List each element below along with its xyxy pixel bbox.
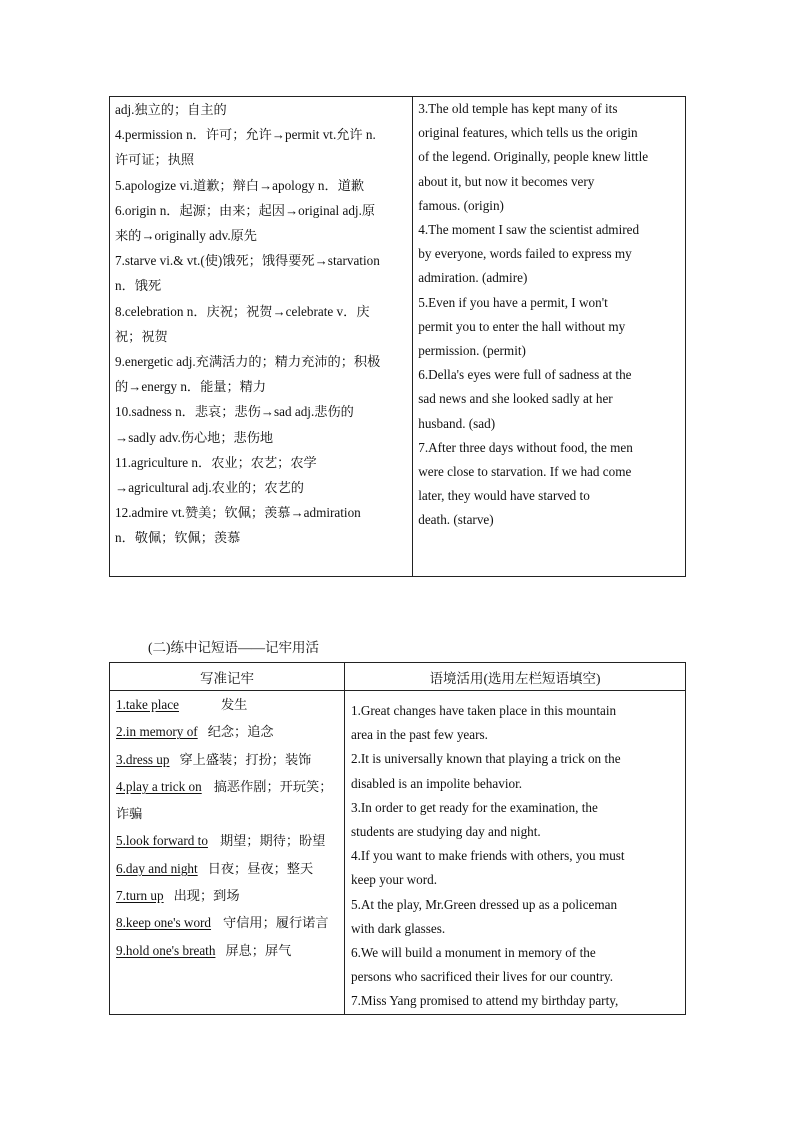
sentence-line: with dark glasses. xyxy=(351,920,446,936)
sentence-line: persons who sacrificed their lives for our country. xyxy=(351,969,614,985)
sentence-line: 7.Miss Yang promised to attend my birthday party, xyxy=(351,993,619,1009)
exercise-line: 7.After three days without food, the men xyxy=(418,439,633,455)
exercise-line: of the legend. Originally, people knew little xyxy=(418,149,649,165)
word-line: 7.starve vi.& vt.(使)饿死；饿得要死→starvation xyxy=(115,253,380,269)
exercise-line: permission. (permit) xyxy=(418,343,526,359)
phrase-item xyxy=(116,746,340,773)
exercise-line: about it, but now it becomes very xyxy=(418,173,595,189)
word-line: 11.agriculture n．农业；农艺；农学 xyxy=(115,454,317,470)
phrase-header-right: 语境活用(选用左栏短语填空) xyxy=(345,663,686,691)
sentence-line: 2.It is universally known that playing a trick on the xyxy=(351,751,621,767)
phrase-item xyxy=(116,691,340,718)
exercise-line: famous. (origin) xyxy=(418,197,504,213)
phrase-table xyxy=(109,662,686,1015)
word-family-column xyxy=(110,97,413,577)
phrase-item xyxy=(116,773,340,828)
phrase-en: 4.play a trick on xyxy=(116,778,202,794)
exercise-line: husband. (sad) xyxy=(418,415,496,431)
exercise-line: original features, which tells us the origin xyxy=(418,125,638,141)
word-line: 5.apologize vi.道歉；辩白→apology n．道歉 xyxy=(115,177,365,193)
exercise-line: by everyone, words failed to express my xyxy=(418,246,632,262)
exercise-line: permit you to enter the hall without my xyxy=(418,318,626,334)
phrase-item xyxy=(116,718,340,745)
exercise-line: sad news and she looked sadly at her xyxy=(418,391,613,407)
sentence-line: 6.We will build a monument in memory of the xyxy=(351,945,596,961)
phrase-item xyxy=(116,909,340,936)
exercise-line: 3.The old temple has kept many of its xyxy=(418,101,618,116)
phrase-cn: 出现；到场 xyxy=(173,888,240,904)
phrase-en: 1.take place xyxy=(116,697,179,712)
word-line: 4.permission n．许可；允许→permit vt.允许 n. xyxy=(115,127,376,143)
phrase-en: 9.hold one's breath xyxy=(116,942,216,958)
phrase-cn: 日夜；昼夜；整天 xyxy=(207,860,314,876)
word-line: 来的→originally adv.原先 xyxy=(115,228,257,244)
sentence-line: 3.In order to get ready for the examination, the xyxy=(351,799,598,815)
phrase-cn: 穿上盛装；打扮；装饰 xyxy=(179,751,312,767)
sentence-line: area in the past few years. xyxy=(351,727,488,743)
phrase-en: 3.dress up xyxy=(116,751,170,767)
phrase-cn: 搞恶作剧；开玩笑；诈骗 xyxy=(116,778,333,822)
word-line: 8.celebration n．庆祝；祝贺→celebrate v．庆 xyxy=(115,303,370,319)
sentence-line: disabled is an impolite behavior. xyxy=(351,775,523,791)
sentence-line: keep your word. xyxy=(351,872,438,888)
exercise-column xyxy=(413,97,686,577)
word-line: 的→energy n．能量；精力 xyxy=(115,379,267,395)
phrase-en: 5.look forward to xyxy=(116,833,208,849)
exercise-line: 5.Even if you have a permit, I won't xyxy=(418,294,608,310)
phrase-en: 8.keep one's word xyxy=(116,915,212,931)
phrase-item xyxy=(116,827,340,854)
word-line: 6.origin n．起源；由来；起因→original adj.原 xyxy=(115,202,376,218)
phrase-cn: 屏息；屏气 xyxy=(225,942,292,958)
phrase-cn: 守信用；履行诺言 xyxy=(223,915,329,931)
exercise-line: later, they would have starved to xyxy=(418,488,590,504)
word-line: n．敬佩；钦佩；羡慕 xyxy=(115,530,241,546)
word-line: 10.sadness n．悲哀；悲伤→sad adj.悲伤的 xyxy=(115,404,354,420)
exercise-line: admiration. (admire) xyxy=(418,270,528,286)
phrase-en: 2.in memory of xyxy=(116,724,198,740)
phrase-item xyxy=(116,882,340,909)
phrase-item xyxy=(116,937,340,964)
phrase-list-column xyxy=(110,691,345,1015)
word-line: 9.energetic adj.充满活力的；精力充沛的；积极 xyxy=(115,354,381,370)
vocabulary-table xyxy=(109,96,686,577)
exercise-line: 6.Della's eyes were full of sadness at the xyxy=(418,367,632,383)
word-line: 许可证；执照 xyxy=(115,152,195,168)
phrase-en: 6.day and night xyxy=(116,860,198,876)
word-line: 祝；祝贺 xyxy=(115,328,168,344)
sentence-line: 1.Great changes have taken place in this mountain xyxy=(351,703,617,718)
word-line: n．饿死 xyxy=(115,278,162,294)
word-line: →agricultural adj.农业的；农艺的 xyxy=(115,480,304,496)
phrase-header-left: 写准记牢 xyxy=(110,663,345,691)
phrase-cn: 期望；期待；盼望 xyxy=(219,833,326,849)
exercise-line: 4.The moment I saw the scientist admired xyxy=(418,222,640,238)
word-line: →sadly adv.伤心地；悲伤地 xyxy=(115,429,274,445)
sentence-line: 4.If you want to make friends with others, you must xyxy=(351,848,625,864)
sentence-line: students are studying day and night. xyxy=(351,824,541,840)
word-line: adj.独立的；自主的 xyxy=(115,102,227,117)
phrase-cn: 发生 xyxy=(220,697,248,712)
exercise-line: were close to starvation. If we had come xyxy=(418,464,632,480)
phrase-item xyxy=(116,855,340,882)
sentence-line: 5.At the play, Mr.Green dressed up as a policeman xyxy=(351,896,618,912)
word-line: 12.admire vt.赞美；钦佩；羡慕→admiration xyxy=(115,505,361,521)
phrase-cn: 纪念；追念 xyxy=(207,724,274,740)
phrase-en: 7.turn up xyxy=(116,888,164,904)
exercise-line: death. (starve) xyxy=(418,512,494,528)
section-title: (二)练中记短语——记牢用活 xyxy=(148,640,319,655)
context-sentences-column xyxy=(345,691,686,1015)
